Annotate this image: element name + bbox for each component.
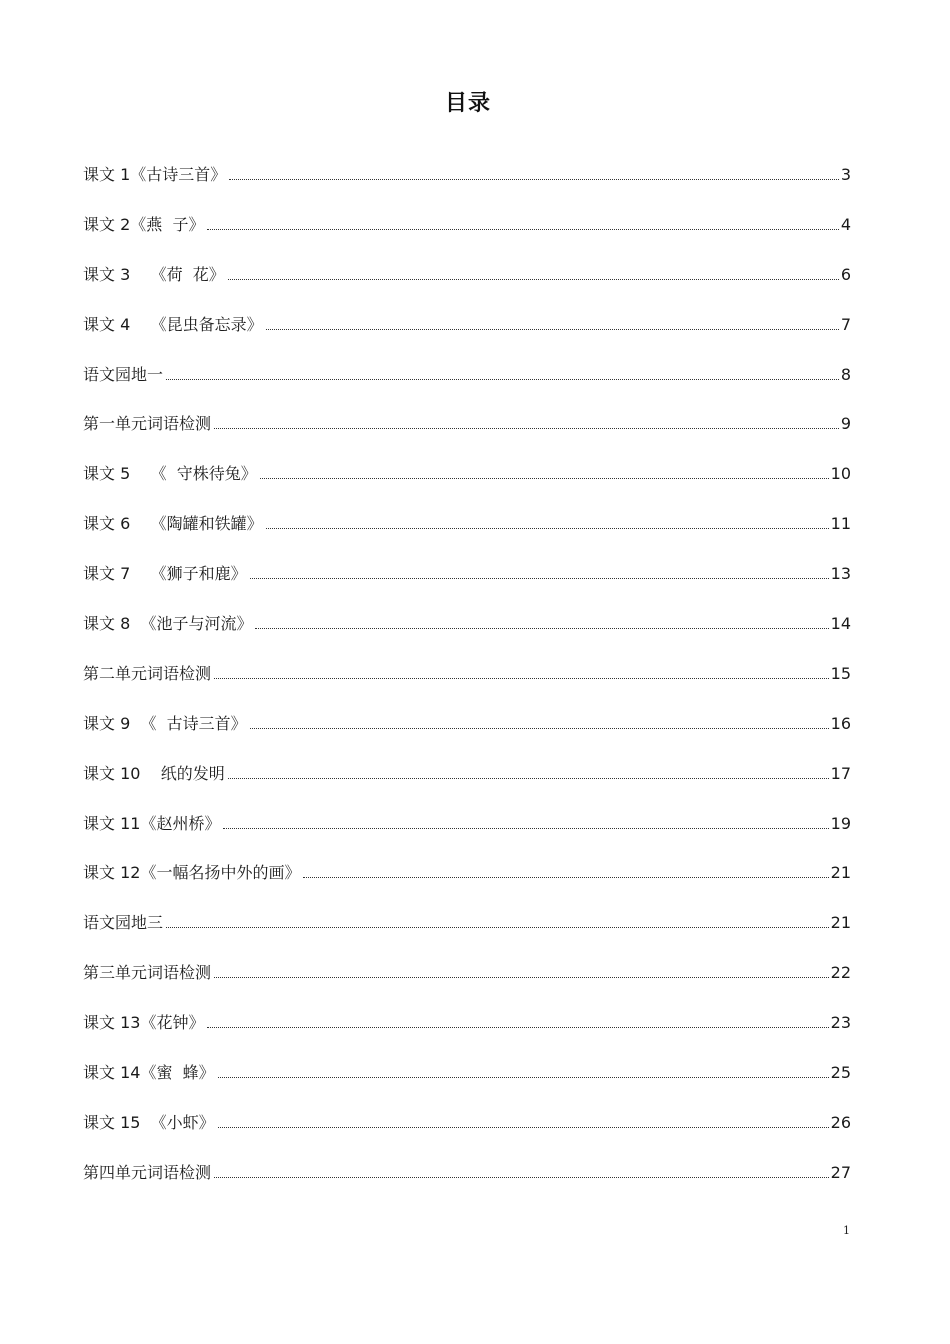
toc-entry-19[interactable]: [83, 1058, 851, 1108]
toc-entry-page: 22: [830, 963, 851, 983]
toc-leader-dots: [218, 1069, 829, 1078]
toc-entry-18[interactable]: [83, 1008, 851, 1058]
toc-entry-page: 17: [830, 763, 851, 783]
toc-leader-dots: [223, 820, 828, 829]
toc-entry-page: 7: [840, 314, 851, 334]
toc-entry-13[interactable]: [83, 759, 851, 809]
toc-entry-label: 课文 9 《 古诗三首》: [83, 713, 247, 733]
toc-entry-page: 19: [830, 813, 851, 833]
toc-entry-10[interactable]: [83, 609, 851, 659]
toc-entry-label: 课文 3 《荷 花》: [83, 264, 225, 284]
toc-leader-dots: [266, 520, 829, 529]
toc-entry-label: 课文 8 《池子与河流》: [83, 614, 253, 634]
toc-entry-label: 课文 14《蜜 蜂》: [83, 1063, 215, 1083]
toc-leader-dots: [166, 371, 839, 380]
toc-entry-page: 26: [830, 1112, 851, 1132]
toc-entry-16[interactable]: [83, 908, 851, 958]
toc-leader-dots: [166, 919, 829, 928]
toc-entry-label: 第一单元词语检测: [83, 414, 212, 434]
toc-leader-dots: [218, 1119, 829, 1128]
toc-entry-page: 11: [830, 514, 851, 534]
toc-entry-page: 9: [840, 414, 851, 434]
toc-entry-label: 课文 1《古诗三首》: [83, 165, 227, 184]
toc-entry-page: 21: [830, 863, 851, 883]
page-number: 1: [843, 1224, 850, 1237]
toc-leader-dots: [214, 420, 839, 429]
toc-entry-label: 课文 4 《昆虫备忘录》: [83, 314, 263, 334]
toc-entry-5[interactable]: [83, 360, 851, 410]
toc-entry-21[interactable]: [83, 1158, 851, 1208]
toc-leader-dots: [266, 321, 839, 330]
toc-entry-page: 25: [830, 1063, 851, 1083]
toc-entry-page: 13: [830, 564, 851, 584]
toc-entry-17[interactable]: [83, 958, 851, 1008]
toc-entry-1[interactable]: [83, 160, 851, 210]
toc-entry-page: 4: [840, 214, 851, 234]
toc-entry-page: 3: [840, 165, 851, 184]
toc-entry-label: 语文园地一: [83, 364, 164, 384]
toc-entry-3[interactable]: [83, 260, 851, 310]
toc-entry-label: 第三单元词语检测: [83, 963, 212, 983]
toc-entry-label: 课文 10 纸的发明: [83, 763, 225, 783]
toc-entry-page: 27: [830, 1162, 851, 1182]
toc-entry-6[interactable]: [83, 409, 851, 459]
toc-leader-dots: [214, 1169, 829, 1178]
toc-leader-dots: [255, 620, 828, 629]
toc-entry-8[interactable]: [83, 509, 851, 559]
toc-entry-label: 第四单元词语检测: [83, 1162, 212, 1182]
toc-leader-dots: [250, 570, 829, 579]
toc-leader-dots: [228, 770, 829, 779]
toc-entry-15[interactable]: [83, 858, 851, 908]
toc-leader-dots: [250, 720, 829, 729]
toc-entry-label: 第二单元词语检测: [83, 663, 212, 683]
toc-entry-page: 10: [830, 464, 851, 484]
toc-entry-page: 6: [840, 264, 851, 284]
toc-entry-label: 课文 7 《狮子和鹿》: [83, 564, 247, 584]
toc-entry-20[interactable]: [83, 1108, 851, 1158]
toc-entry-page: 15: [830, 663, 851, 683]
toc-entry-12[interactable]: [83, 709, 851, 759]
toc-entry-page: 21: [830, 913, 851, 933]
toc-leader-dots: [260, 470, 829, 479]
toc-title: 目录: [444, 91, 491, 116]
toc-leader-dots: [207, 221, 838, 230]
toc-entry-page: 14: [830, 614, 851, 634]
toc-entry-label: 课文 12《一幅名扬中外的画》: [83, 863, 301, 883]
toc-entry-7[interactable]: [83, 459, 851, 509]
toc-entry-11[interactable]: [83, 659, 851, 709]
toc-leader-dots: [229, 171, 839, 180]
toc-entry-14[interactable]: [83, 809, 851, 859]
toc-leader-dots: [214, 969, 829, 978]
toc-entry-label: 课文 11《赵州桥》: [83, 813, 221, 833]
toc-entry-label: 课文 2《燕 子》: [83, 214, 205, 234]
toc-entry-2[interactable]: [83, 210, 851, 260]
toc-entry-label: 课文 15 《小虾》: [83, 1112, 215, 1132]
toc-entry-4[interactable]: [83, 310, 851, 360]
toc-entry-page: 8: [840, 364, 851, 384]
toc-entry-label: 课文 13《花钟》: [83, 1013, 205, 1033]
toc-entry-label: 课文 6 《陶罐和铁罐》: [83, 514, 263, 534]
toc-entry-label: 课文 5 《 守株待兔》: [83, 464, 257, 484]
toc-list: [83, 160, 851, 1208]
toc-entry-page: 16: [830, 713, 851, 733]
toc-entry-page: 23: [830, 1013, 851, 1033]
toc-entry-label: 语文园地三: [83, 913, 164, 933]
toc-entry-9[interactable]: [83, 559, 851, 609]
toc-leader-dots: [303, 869, 828, 878]
toc-leader-dots: [214, 670, 829, 679]
toc-leader-dots: [228, 271, 839, 280]
toc-leader-dots: [207, 1019, 828, 1028]
